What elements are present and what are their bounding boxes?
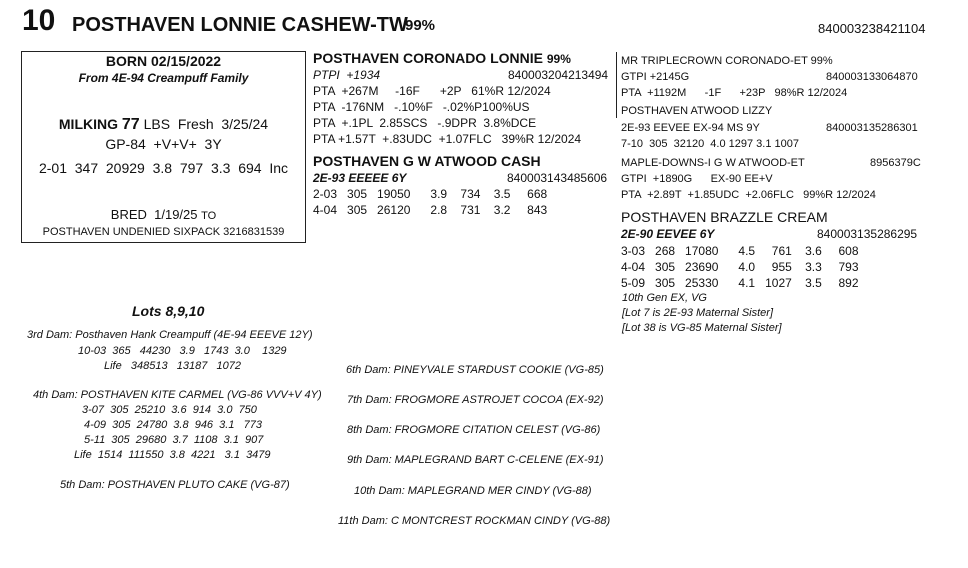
animal-name: POSTHAVEN LONNIE CASHEW-TW: [72, 14, 408, 36]
sire-reg: 840003204213494: [508, 68, 609, 82]
lots-label: Lots 8,9,10: [132, 303, 205, 319]
sire-dam-reg: 840003135286301: [826, 122, 918, 134]
pedigree-divider: [616, 52, 617, 118]
dam-classification: 2E-93 EEEEE 6Y: [313, 171, 407, 185]
dam-sire-name: MAPLE-DOWNS-I G W ATWOOD-ET: [621, 157, 805, 169]
sire-pta-3: PTA +.1PL 2.85SCS -.9DPR 3.8%DCE: [313, 116, 537, 130]
milking-line: [21, 116, 306, 134]
sire-sire-name: MR TRIPLECROWN CORONADO-ET 99%: [621, 55, 833, 67]
production-record: 2-01 347 20929 3.8 797 3.3 694 Inc: [38, 160, 289, 176]
dam-sire-reg: 8956379C: [870, 157, 921, 169]
sire-percent: 99%: [546, 52, 571, 66]
fourth-dam-line-1: 3-07 305 25210 3.6 914 3.0 750: [82, 404, 257, 416]
sire-sire-gtpi: GTPI +2145G: [621, 71, 690, 83]
sire-pta-1: PTA +267M -16F +2P 61%R 12/2024: [313, 84, 551, 98]
classification: GP-84 +V+V+ 3Y: [105, 136, 222, 152]
lot-number: 10: [22, 4, 56, 37]
sire-name-text: POSTHAVEN CORONADO LONNIE: [313, 50, 543, 66]
animal-percent: 99%: [405, 17, 436, 34]
sire-pta-4: PTA +1.57T +.83UDC +1.07FLC 39%R 12/2024: [313, 132, 582, 146]
dam-record-2: 4-04 305 26120 2.8 731 3.2 843: [313, 203, 548, 217]
dam-dam-note-3: [Lot 38 is VG-85 Maternal Sister]: [622, 322, 782, 334]
sire-dam-record: 7-10 305 32120 4.0 1297 3.1 1007: [621, 138, 799, 150]
dam-dam-reg: 840003135286295: [817, 227, 918, 241]
sire-name: [313, 50, 571, 66]
third-dam-title: 3rd Dam: Posthaven Hank Creampuff (4E-94 EEEVE 12Y): [27, 329, 313, 341]
born-date: BORN 02/15/2022: [105, 53, 222, 69]
dam-dam-record-3: 5-09 305 25330 4.1 1027 3.5 892: [621, 276, 859, 290]
dam-record-1: 2-03 305 19050 3.9 734 3.5 668: [313, 187, 548, 201]
dam-sire-gtpi: GTPI +1890G EX-90 EE+V: [621, 173, 773, 185]
third-dam-line-1: 10-03 365 44230 3.9 1743 3.0 1329: [78, 345, 287, 357]
dam-dam-record-2: 4-04 305 23690 4.0 955 3.3 793: [621, 260, 859, 274]
dam-dam-name: POSTHAVEN BRAZZLE CREAM: [621, 209, 828, 225]
sire-dam-name: POSTHAVEN ATWOOD LIZZY: [621, 105, 773, 117]
dam-dam-note-2: [Lot 7 is 2E-93 Maternal Sister]: [622, 307, 774, 319]
sire-ptpi: PTPI +1934: [313, 68, 381, 82]
dam-name: POSTHAVEN G W ATWOOD CASH: [313, 153, 541, 169]
milking-value: 77: [121, 116, 140, 133]
sire-dam-classification: 2E-93 EEVEE EX-94 MS 9Y: [621, 122, 760, 134]
dam-dam-classification: 2E-90 EEVEE 6Y: [621, 227, 715, 241]
dam-sire-pta: PTA +2.89T +1.85UDC +2.06FLC 99%R 12/2024: [621, 189, 876, 201]
dam-reg: 840003143485606: [507, 171, 608, 185]
third-dam-line-2: Life 348513 13187 1072: [104, 360, 242, 372]
seventh-dam: 7th Dam: FROGMORE ASTROJET COCOA (EX-92): [347, 394, 604, 406]
service-sire: POSTHAVEN UNDENIED SIXPACK 3216831539: [42, 226, 285, 238]
sire-sire-pta: PTA +1192M -1F +23P 98%R 12/2024: [621, 87, 848, 99]
fourth-dam-title: 4th Dam: POSTHAVEN KITE CARMEL (VG-86 VVV+V 4Y): [33, 389, 322, 401]
family-line: From 4E-94 Creampuff Family: [78, 71, 249, 85]
fourth-dam-line-2: 4-09 305 24780 3.8 946 3.1 773: [84, 419, 262, 431]
fourth-dam-line-3: 5-11 305 29680 3.7 1108 3.1 907: [84, 434, 264, 446]
animal-registration: 840003238421104: [818, 21, 926, 36]
ninth-dam: 9th Dam: MAPLEGRAND BART C-CELENE (EX-91): [347, 454, 604, 466]
bred-line: [21, 207, 306, 222]
tenth-dam: 10th Dam: MAPLEGRAND MER CINDY (VG-88): [354, 485, 592, 497]
dam-dam-note-1: 10th Gen EX, VG: [622, 292, 707, 304]
bred-date: BRED 1/19/25: [110, 207, 198, 222]
sire-sire-reg: 840003133064870: [826, 71, 918, 83]
dam-dam-record-1: 3-03 268 17080 4.5 761 3.6 608: [621, 244, 859, 258]
sixth-dam: 6th Dam: PINEYVALE STARDUST COOKIE (VG-85): [346, 364, 604, 376]
sire-pta-2: PTA -176NM -.10%F -.02%P100%US: [313, 100, 530, 114]
fifth-dam: 5th Dam: POSTHAVEN PLUTO CAKE (VG-87): [60, 479, 290, 491]
milking-label: MILKING: [58, 116, 118, 132]
bred-to: TO: [201, 210, 217, 222]
eleventh-dam: 11th Dam: C MONTCREST ROCKMAN CINDY (VG-88): [338, 515, 611, 527]
fourth-dam-line-4: Life 1514 111550 3.8 4221 3.1 3479: [74, 449, 271, 461]
milking-rest: LBS Fresh 3/25/24: [143, 116, 269, 132]
eighth-dam: 8th Dam: FROGMORE CITATION CELEST (VG-86): [347, 424, 601, 436]
